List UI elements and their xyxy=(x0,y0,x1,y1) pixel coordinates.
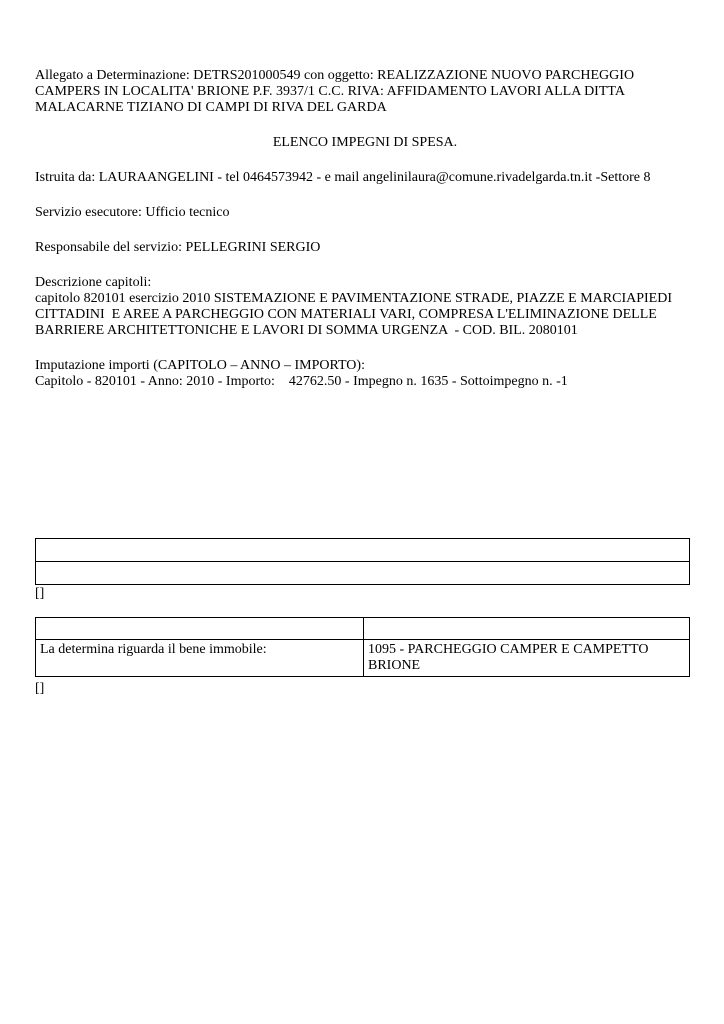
empty-brackets: [] xyxy=(35,586,45,601)
descrizione-line-1: capitolo 820101 esercizio 2010 SISTEMAZIONE E PAVIMENTAZIONE STRADE, PIAZZE E MARCIAPIEDI xyxy=(35,291,672,306)
immobile-value: 1095 - PARCHEGGIO CAMPER E CAMPETTO BRIONE xyxy=(364,640,690,677)
header-line-2: CAMPERS IN LOCALITA' BRIONE P.F. 3937/1 C.C. RIVA: AFFIDAMENTO LAVORI ALLA DITTA xyxy=(35,84,625,99)
immobile-label: La determina riguarda il bene immobile: xyxy=(36,640,364,677)
imputazione-line: Capitolo - 820101 - Anno: 2010 - Importo: 42762.50 - Impegno n. 1635 - Sottoimpegno n. -1 xyxy=(35,374,568,389)
document-body xyxy=(35,68,695,390)
imputazione-heading: Imputazione importi (CAPITOLO – ANNO – IMPORTO): xyxy=(35,358,365,373)
descrizione-heading: Descrizione capitoli: xyxy=(35,275,152,290)
istruita-line: Istruita da: LAURAANGELINI - tel 0464573942 - e mail angelinilaura@comune.rivadelgarda.tn.it -Settore 8 xyxy=(35,170,651,185)
table-row xyxy=(36,562,690,585)
responsabile-line: Responsabile del servizio: PELLEGRINI SERGIO xyxy=(35,240,321,255)
table-cell xyxy=(364,618,690,640)
table-cell xyxy=(36,618,364,640)
empty-brackets: [] xyxy=(35,681,45,696)
document-title: ELENCO IMPEGNI DI SPESA. xyxy=(272,135,458,150)
table-row xyxy=(36,618,690,640)
descrizione-line-3: BARRIERE ARCHITETTONICHE E LAVORI DI SOMMA URGENZA - COD. BIL. 2080101 xyxy=(35,323,578,338)
table-row xyxy=(36,539,690,562)
empty-table xyxy=(35,538,690,585)
header-line-1: Allegato a Determinazione: DETRS201000549 con oggetto: REALIZZAZIONE NUOVO PARCHEGGIO xyxy=(35,68,635,83)
servizio-line: Servizio esecutore: Ufficio tecnico xyxy=(35,205,230,220)
immobile-table xyxy=(35,617,690,677)
header-line-3: MALACARNE TIZIANO DI CAMPI DI RIVA DEL GARDA xyxy=(35,100,387,115)
table-row xyxy=(36,640,690,677)
descrizione-line-2: CITTADINI E AREE A PARCHEGGIO CON MATERIALI VARI, COMPRESA L'ELIMINAZIONE DELLE xyxy=(35,307,657,322)
table-cell xyxy=(36,539,690,562)
table-cell xyxy=(36,562,690,585)
